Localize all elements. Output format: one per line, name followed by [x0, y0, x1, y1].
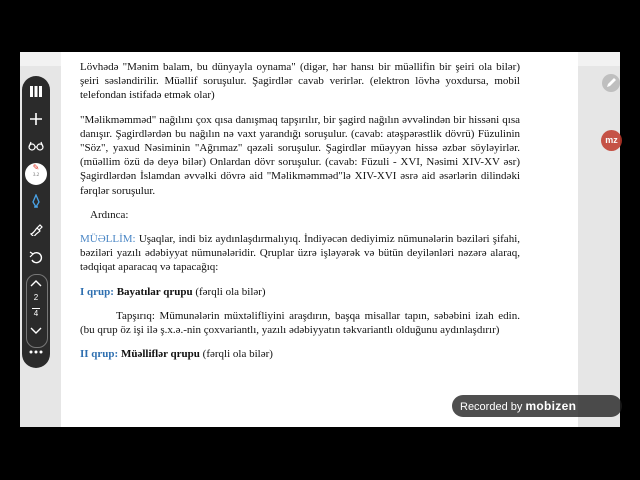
- paragraph-2: "Məlikməmməd" nağılını çox qısa danışmaq tapşırılır, bir şagird nağılın əvvəlindən bir hissəni qısa danışır. Şagirdlərdən bu nağılın nə vaxt yarandığı soruşulur. (cavab: atəşpərəstlik dövrü) Füzulinin "Söz", yaxud Nəsiminin "Ağrımaz" qəzəli soruşulur. Şagirdlər müəyyən hissə əzbər söyləyirlər. (müəllim özü də deyə bilər) Onlardan dövr soruşulur. (cavab: Füzuli - XVI, Nəsimi XIV-XV əsr) Şagirdlərdən İslamdan əvvəlki dövrə aid "Məlikməmməd"lə XIV-XVI əsrə aid əsərlərin dilindəki fərqlər soruşulur.: [80, 113, 520, 197]
- teacher-label: MÜƏLLİM:: [80, 233, 136, 246]
- group-2-heading: [80, 347, 520, 361]
- watermark-logo: mobizen: [525, 399, 577, 413]
- document-text: [80, 60, 520, 371]
- pen-icon: ✎: [32, 163, 40, 172]
- chevron-up-icon[interactable]: [22, 278, 50, 288]
- edit-pencil-icon: [602, 74, 620, 92]
- watermark-prefix: Recorded by: [460, 401, 526, 413]
- paragraph-teacher: [80, 232, 520, 275]
- pen-size-label: 3.2: [32, 173, 40, 178]
- undo-icon[interactable]: [22, 250, 50, 264]
- edit-button[interactable]: [602, 74, 620, 92]
- group-2-title: Müəlliflər qrupu: [118, 348, 200, 361]
- pen-size-button[interactable]: [25, 163, 47, 185]
- paragraph-1: Lövhədə "Mənim balam, bu dünyayla oynama" (digər, hər hansı bir müəllifin bir şeiri ola bilər) şeiri səsləndirilir. Müəllif soruşulur. Şagirdlər cavab verirlər. (elektron lövhə yoxdursa, mobil telefondan istifadə etmək olar): [80, 61, 520, 102]
- total-page-count: 4: [33, 309, 39, 318]
- pencil-icon[interactable]: [22, 194, 50, 208]
- group-1-title: Bayatılar qrupu: [113, 285, 193, 298]
- group-1-note: (fərqli ola bilər): [192, 285, 266, 298]
- group-1-label: I qrup:: [80, 285, 114, 298]
- group-2-label: II qrup:: [80, 348, 119, 361]
- group-1-heading: [80, 285, 520, 299]
- side-toolbar: [22, 76, 50, 368]
- more-icon[interactable]: [22, 350, 50, 354]
- recorder-badge-icon[interactable]: mz: [601, 130, 622, 151]
- recording-watermark: [452, 395, 622, 417]
- current-page-number: 2: [33, 293, 39, 302]
- teacher-text: Uşaqlar, indi biz aydınlaşdırmalıyıq. İndiyəcən dediyimiz nümunələrin bəziləri şifahi, bəziləri yazılı ədəbiyyat nümunələridir. Qruplar üzrə işləyərək və bütün deyilənləri nəzərə alaraq, tədqiqat aparacaq və tapacağıq:: [80, 233, 520, 274]
- glasses-icon[interactable]: [22, 140, 50, 152]
- paragraph-task: Tapşırıq: Mümunələrin müxtəlifliyini araşdırın, başqa misallar tapın, səbəbini izah edin. (bu qrup öz işi ilə ş.x.ə.-nin çoxvariantlı, yazılı ədəbiyyatın təkvariantlı olduğunu aydınlaşdırır): [80, 309, 520, 337]
- library-icon[interactable]: [22, 84, 50, 98]
- chevron-down-icon[interactable]: [22, 326, 50, 336]
- paragraph-ardinca: Ardınca:: [90, 208, 129, 221]
- highlighter-icon[interactable]: [22, 222, 50, 236]
- group-2-note: (fərqli ola bilər): [199, 348, 273, 361]
- plus-icon[interactable]: [22, 112, 50, 126]
